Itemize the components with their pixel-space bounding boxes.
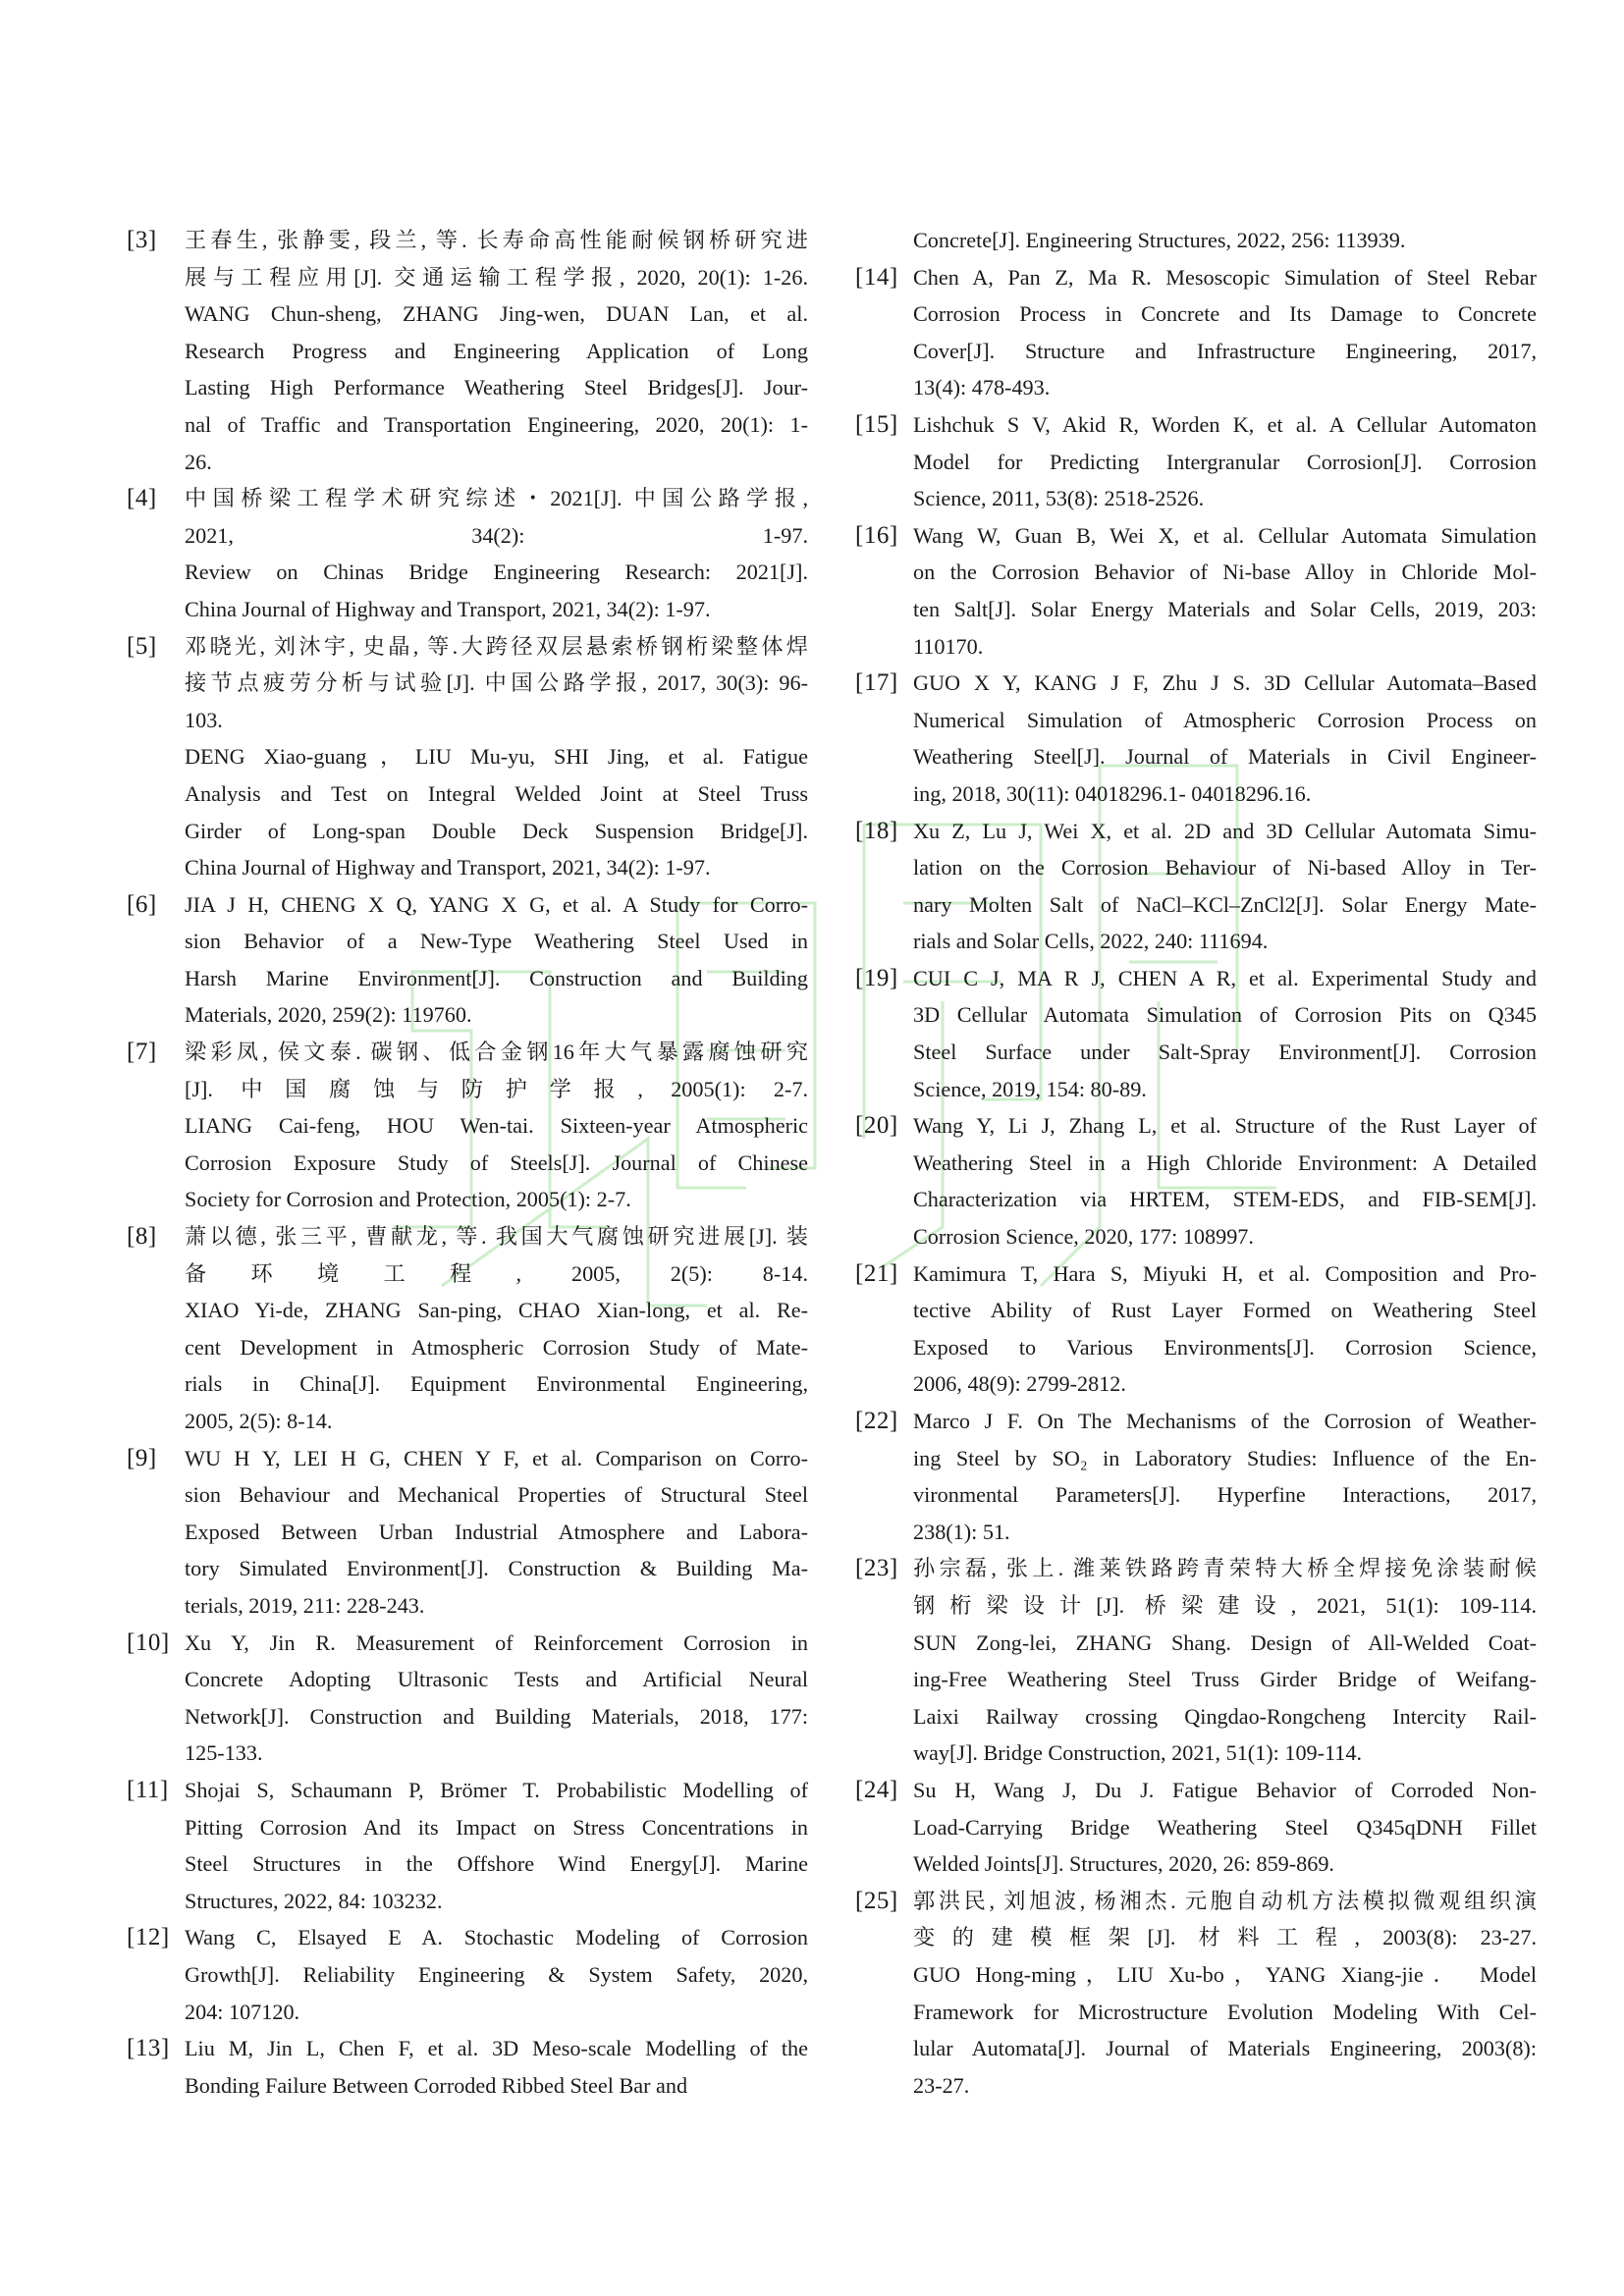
reference-line: Chen A, Pan Z, Ma R. Mesoscopic Simulation of Steel Rebar (913, 264, 1537, 290)
reference-line: Lishchuk S V, Akid R, Worden K, et al. A Cellular Automaton (913, 411, 1537, 437)
reference-line: XIAO Yi-de, ZHANG San-ping, CHAO Xian-long, et al. Re- (185, 1298, 808, 1323)
reference-line: Science, 2019, 154: 80-89. (913, 1076, 1147, 1101)
reference-line: Steel Structures in the Offshore Wind Energy[J]. Marine (185, 1851, 808, 1877)
reference-line: 26. (185, 449, 212, 474)
reference-line: 王春生, 张静雯, 段兰, 等. 长寿命高性能耐候钢桥研究进 (185, 228, 808, 252)
reference-text (185, 1772, 808, 1919)
reference-line: Model for Predicting Intergranular Corrosion[J]. Corrosion (913, 449, 1537, 474)
reference-line: 备环境工程, 2005, 2(5): 8-14. (185, 1260, 808, 1286)
reference-line: Concrete Adopting Ultrasonic Tests and Artificial Neural (185, 1667, 808, 1692)
reference-entry (127, 1034, 808, 1218)
reference-number: [7] (127, 1039, 157, 1066)
reference-entry (127, 1625, 808, 1772)
reference-line: 2021, 34(2): 1-97. (185, 522, 808, 548)
reference-line: Framework for Microstructure Evolution Modeling With Cel- (913, 1999, 1537, 2024)
reference-line: lular Automata[J]. Journal of Materials Engineering, 2003(8): (913, 2036, 1537, 2061)
reference-line: 孙宗磊, 张上. 潍莱铁路跨青荣特大桥全焊接免涂装耐候 (913, 1556, 1537, 1581)
reference-text (185, 2030, 808, 2104)
reference-line: Xu Y, Jin R. Measurement of Reinforcement Corrosion in (185, 1629, 808, 1655)
reference-line: 204: 107120. (185, 1999, 300, 2024)
reference-entry (127, 628, 808, 886)
reference-line: 2006, 48(9): 2799-2812. (913, 1371, 1126, 1397)
reference-number: [25] (855, 1887, 898, 1914)
reference-number: [11] (127, 1776, 169, 1803)
reference-line: Corrosion Exposure Study of Steels[J]. Journal of Chinese (185, 1149, 808, 1175)
reference-line: ing-Free Weathering Steel Truss Girder Bridge of Weifang- (913, 1667, 1537, 1692)
reference-entry (855, 1772, 1537, 1883)
reference-line: Science, 2011, 53(8): 2518-2526. (913, 486, 1205, 511)
reference-text (913, 1255, 1537, 1403)
reference-line: 萧以德, 张三平, 曹献龙, 等. 我国大气腐蚀研究进展[J]. 装 (185, 1224, 808, 1250)
reference-line: 接节点疲劳分析与试验[J]. 中国公路学报, 2017, 30(3): 96- (185, 670, 808, 696)
reference-line: SUN Zong-lei, ZHANG Shang. Design of All-Welded Coat- (913, 1629, 1537, 1655)
reference-line: ing, 2018, 30(11): 04018296.1- 04018296.16. (913, 780, 1312, 806)
reference-line: GUO Hong-ming，LIU Xu-bo，YANG Xiang-jie． Model (913, 1961, 1537, 1987)
reference-line: 110170. (913, 633, 984, 659)
reference-line: Welded Joints[J]. Structures, 2020, 26: 859-869. (913, 1851, 1334, 1877)
reference-number: [13] (127, 2035, 170, 2062)
reference-line: Exposed to Various Environments[J]. Corrosion Science, (913, 1334, 1537, 1360)
reference-line: ing Steel by SO₂ in Laboratory Studies: Influence of the En- (913, 1445, 1537, 1470)
reference-line: Shojai S, Schaumann P, Brömer T. Probabilistic Modelling of (185, 1777, 808, 1802)
reference-number: [14] (855, 263, 898, 291)
reference-line: tory Simulated Environment[J]. Construction & Building Ma- (185, 1556, 808, 1581)
reference-line: 3D Cellular Automata Simulation of Corrosion Pits on Q345 (913, 1002, 1537, 1028)
reference-text (913, 1107, 1537, 1255)
reference-line: 238(1): 51. (913, 1519, 1010, 1544)
reference-text (185, 222, 808, 480)
reference-number: [18] (855, 817, 898, 844)
reference-line: 13(4): 478-493. (913, 375, 1051, 400)
reference-entry (855, 960, 1537, 1107)
reference-text (913, 406, 1537, 517)
reference-line: 钢桁梁设计[J]. 桥梁建设, 2021, 51(1): 109-114. (913, 1592, 1537, 1618)
reference-entry (855, 1883, 1537, 2105)
reference-line: 梁彩凤, 侯文泰. 碳钢、低合金钢16年大气暴露腐蚀研究 (185, 1040, 808, 1065)
reference-text (185, 480, 808, 627)
reference-line: Characterization via HRTEM, STEM-EDS, and FIB-SEM[J]. (913, 1187, 1537, 1212)
reference-line: Wang C, Elsayed E A. Stochastic Modeling of Corrosion (185, 1925, 808, 1950)
reference-line: 23-27. (913, 2072, 970, 2098)
reference-line: 邓晓光, 刘沐宇, 史晶, 等.大跨径双层悬索桥钢桁梁整体焊 (185, 633, 808, 659)
reference-text (185, 1440, 808, 1625)
reference-line: CUI C J, MA R J, CHEN A R, et al. Experimental Study and (913, 965, 1537, 990)
reference-line: Weathering Steel[J]. Journal of Materials in Civil Engineer- (913, 744, 1537, 770)
reference-line: 郭洪民, 刘旭波, 杨湘杰. 元胞自动机方法模拟微观组织演 (913, 1888, 1537, 1913)
reference-line: Bonding Failure Between Corroded Ribbed Steel Bar and (185, 2072, 688, 2098)
reference-text (913, 222, 1537, 259)
reference-line: Society for Corrosion and Protection, 2005(1): 2-7. (185, 1187, 631, 1212)
reference-line: sion Behavior of a New-Type Weathering Steel Used in (185, 929, 808, 954)
reference-number: [4] (127, 485, 157, 512)
reference-line: Weathering Steel in a High Chloride Environment: A Detailed (913, 1149, 1537, 1175)
reference-line: sion Behaviour and Mechanical Properties of Structural Steel (185, 1482, 808, 1508)
reference-text (913, 1403, 1537, 1550)
reference-line: Laixi Railway crossing Qingdao-Rongcheng Intercity Rail- (913, 1703, 1537, 1729)
reference-number: [9] (127, 1444, 157, 1471)
reference-line: Growth[J]. Reliability Engineering & System Safety, 2020, (185, 1961, 808, 1987)
reference-line: Corrosion Science, 2020, 177: 108997. (913, 1224, 1254, 1250)
reference-line: rials and Solar Cells, 2022, 240: 111694. (913, 929, 1269, 954)
reference-number: [3] (127, 227, 157, 253)
reference-line: 变的建模框架[J]. 材料工程, 2003(8): 23-27. (913, 1925, 1537, 1950)
reference-line: Materials, 2020, 259(2): 119760. (185, 1002, 472, 1028)
reference-entry (855, 517, 1537, 665)
left-column (127, 222, 808, 2104)
reference-line: 中国桥梁工程学术研究综述・2021[J]. 中国公路学报, (185, 486, 808, 511)
reference-entry (127, 1218, 808, 1440)
reference-line: Cover[J]. Structure and Infrastructure Engineering, 2017, (913, 338, 1537, 363)
reference-text (913, 1772, 1537, 1883)
reference-line: on the Corrosion Behavior of Ni-base Alloy in Chloride Mol- (913, 560, 1537, 585)
reference-line: Girder of Long-span Double Deck Suspension Bridge[J]. (185, 818, 808, 843)
reference-number: [8] (127, 1223, 157, 1251)
reference-line: China Journal of Highway and Transport, 2021, 34(2): 1-97. (185, 596, 711, 621)
reference-line: 展与工程应用[J]. 交通运输工程学报, 2020, 20(1): 1-26. (185, 264, 808, 290)
reference-line: Load-Carrying Bridge Weathering Steel Q345qDNH Fillet (913, 1814, 1537, 1840)
reference-entry (855, 1255, 1537, 1403)
reference-text (185, 1625, 808, 1772)
reference-line: Numerical Simulation of Atmospheric Corrosion Process on (913, 707, 1537, 732)
reference-entry (855, 1107, 1537, 1255)
reference-line: Analysis and Test on Integral Welded Joint at Steel Truss (185, 780, 808, 806)
reference-entry (127, 2030, 808, 2104)
reference-line: [J]. 中国腐蚀与防护学报, 2005(1): 2-7. (185, 1076, 808, 1101)
right-column (855, 222, 1537, 2104)
reference-entry (127, 1772, 808, 1919)
reference-line: DENG Xiao-guang，LIU Mu-yu, SHI Jing, et al. Fatigue (185, 744, 808, 770)
reference-entry (855, 1550, 1537, 1772)
reference-text (913, 259, 1537, 406)
reference-line: 103. (185, 707, 223, 732)
reference-number: [24] (855, 1776, 898, 1803)
reference-entry (855, 1403, 1537, 1550)
reference-entry (855, 259, 1537, 406)
reference-line: ten Salt[J]. Solar Energy Materials and Solar Cells, 2019, 203: (913, 596, 1537, 621)
reference-number: [23] (855, 1555, 898, 1582)
reference-line: 125-133. (185, 1740, 263, 1766)
reference-entry (127, 1919, 808, 2030)
reference-line: 2005, 2(5): 8-14. (185, 1409, 333, 1433)
reference-number: [20] (855, 1112, 898, 1140)
reference-line: JIA J H, CHENG X Q, YANG X G, et al. A Study for Corro- (185, 891, 808, 917)
reference-line: terials, 2019, 211: 228-243. (185, 1592, 425, 1618)
reference-line: GUO X Y, KANG J F, Zhu J S. 3D Cellular Automata–Based (913, 670, 1537, 696)
reference-line: Su H, Wang J, Du J. Fatigue Behavior of Corroded Non- (913, 1777, 1537, 1802)
reference-line: Harsh Marine Environment[J]. Construction and Building (185, 965, 808, 990)
reference-line: Kamimura T, Hara S, Miyuki H, et al. Composition and Pro- (913, 1260, 1537, 1286)
reference-line: Structures, 2022, 84: 103232. (185, 1888, 443, 1913)
reference-entry (855, 665, 1537, 812)
reference-text (913, 517, 1537, 665)
reference-entry (127, 886, 808, 1034)
reference-line: Concrete[J]. Engineering Structures, 2022, 256: 113939. (913, 228, 1406, 252)
reference-text (185, 628, 808, 886)
reference-line: Lasting High Performance Weathering Steel Bridges[J]. Jour- (185, 375, 808, 400)
reference-line: Xu Z, Lu J, Wei X, et al. 2D and 3D Cellular Automata Simu- (913, 818, 1537, 843)
reference-text (185, 1034, 808, 1218)
reference-line: WANG Chun-sheng, ZHANG Jing-wen, DUAN Lan, et al. (185, 301, 808, 327)
reference-line: Pitting Corrosion And its Impact on Stress Concentrations in (185, 1814, 808, 1840)
reference-continuation (855, 222, 1537, 259)
reference-number: [5] (127, 632, 157, 660)
reference-line: WU H Y, LEI H G, CHEN Y F, et al. Comparison on Corro- (185, 1445, 808, 1470)
reference-text (185, 1919, 808, 2030)
reference-line: Liu M, Jin L, Chen F, et al. 3D Meso-scale Modelling of the (185, 2036, 808, 2061)
reference-number: [22] (855, 1408, 898, 1434)
reference-line: LIANG Cai-feng, HOU Wen-tai. Sixteen-year Atmospheric (185, 1113, 808, 1139)
reference-entry (855, 813, 1537, 960)
reference-line: Research Progress and Engineering Application of Long (185, 338, 808, 363)
reference-line: vironmental Parameters[J]. Hyperfine Interactions, 2017, (913, 1482, 1537, 1508)
reference-line: Wang Y, Li J, Zhang L, et al. Structure of the Rust Layer of (913, 1113, 1537, 1139)
reference-number: [19] (855, 964, 898, 991)
reference-text (913, 960, 1537, 1107)
reference-text (913, 1550, 1537, 1772)
reference-line: nal of Traffic and Transportation Engineering, 2020, 20(1): 1- (185, 411, 808, 437)
reference-text (185, 1218, 808, 1440)
reference-line: lation on the Corrosion Behaviour of Ni-based Alloy in Ter- (913, 855, 1537, 881)
reference-line: China Journal of Highway and Transport, 2021, 34(2): 1-97. (185, 855, 711, 881)
reference-line: way[J]. Bridge Construction, 2021, 51(1): 109-114. (913, 1740, 1363, 1766)
reference-number: [17] (855, 669, 898, 697)
reference-text (913, 1883, 1537, 2105)
reference-line: nary Molten Salt of NaCl–KCl–ZnCl2[J]. Solar Energy Mate- (913, 891, 1537, 917)
reference-line: rials in China[J]. Equipment Environmental Engineering, (185, 1371, 808, 1397)
reference-entry (855, 406, 1537, 517)
reference-line: Wang W, Guan B, Wei X, et al. Cellular Automata Simulation (913, 522, 1537, 548)
reference-number: [16] (855, 521, 898, 549)
reference-line: Corrosion Process in Concrete and Its Damage to Concrete (913, 301, 1537, 327)
reference-line: Marco J F. On The Mechanisms of the Corrosion of Weather- (913, 1409, 1537, 1433)
reference-entry (127, 480, 808, 627)
reference-number: [21] (855, 1259, 898, 1287)
reference-line: Exposed Between Urban Industrial Atmosphere and Labora- (185, 1519, 808, 1544)
reference-entry (127, 1440, 808, 1625)
reference-number: [12] (127, 1924, 170, 1951)
reference-line: cent Development in Atmospheric Corrosion Study of Mate- (185, 1334, 808, 1360)
reference-text (913, 813, 1537, 960)
reference-number: [15] (855, 410, 898, 438)
reference-text (185, 886, 808, 1034)
reference-text (913, 665, 1537, 812)
reference-number: [6] (127, 890, 157, 918)
reference-line: Steel Surface under Salt-Spray Environment[J]. Corrosion (913, 1040, 1537, 1065)
reference-number: [10] (127, 1629, 170, 1656)
reference-entry (127, 222, 808, 480)
reference-line: tective Ability of Rust Layer Formed on Weathering Steel (913, 1298, 1537, 1323)
reference-line: Review on Chinas Bridge Engineering Research: 2021[J]. (185, 560, 808, 585)
reference-line: Network[J]. Construction and Building Materials, 2018, 177: (185, 1703, 808, 1729)
